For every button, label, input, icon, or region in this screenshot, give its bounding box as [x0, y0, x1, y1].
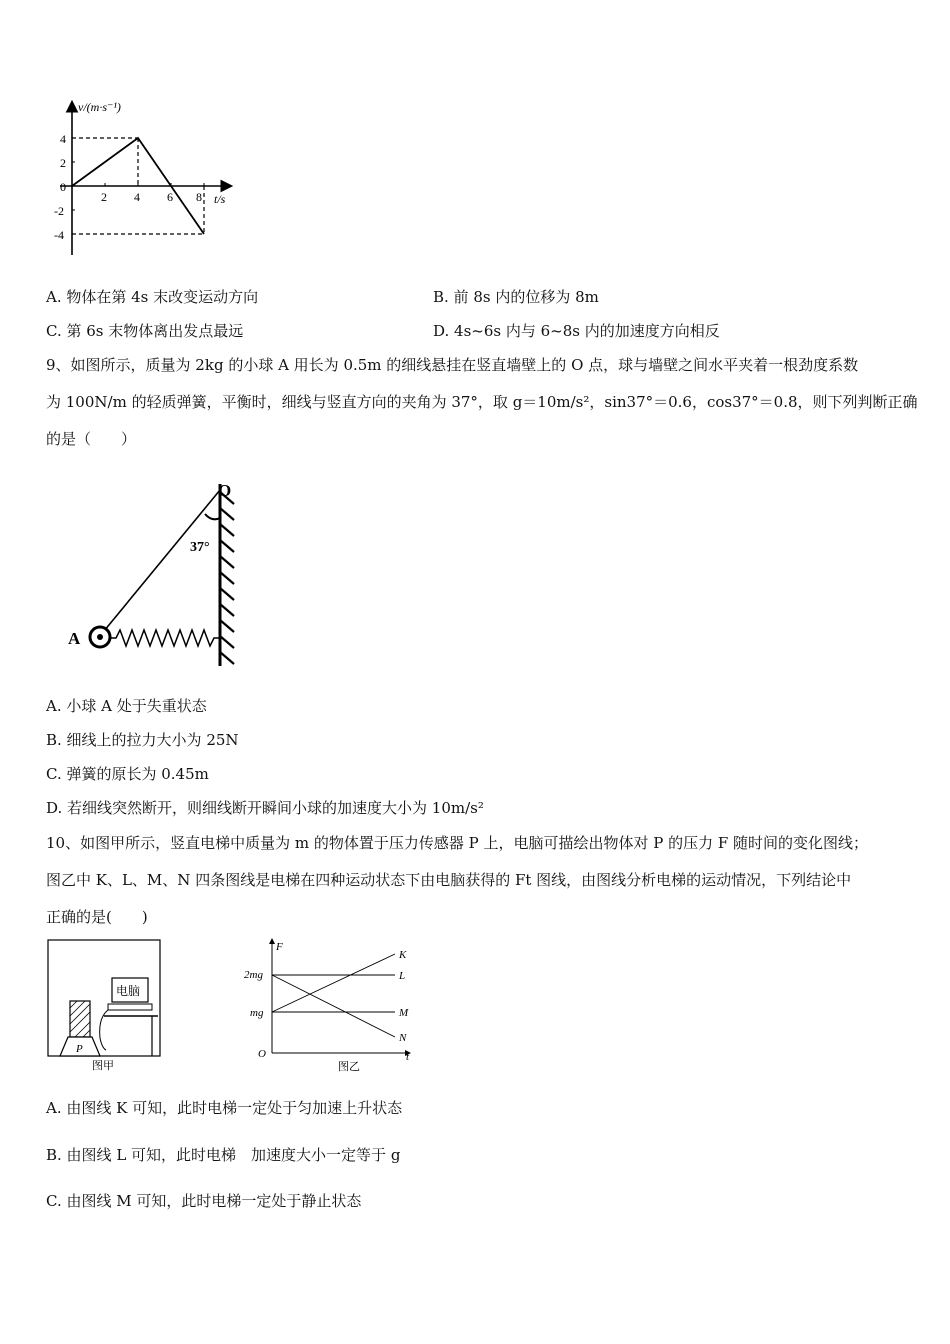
sensor-label: P	[76, 1043, 83, 1055]
fig-yi-caption: 图乙	[338, 1061, 360, 1073]
y-tick-label: 0	[60, 180, 66, 194]
q9-option-b[interactable]: B. 细线上的拉力大小为 25N	[46, 731, 239, 749]
line-n	[272, 975, 395, 1037]
q10-stem-line2: 图乙中 K、L、M、N 四条图线是电梯在四种运动状态下由电脑获得的 Ft 图线，由图线分析电梯的运动情况，下列结论中	[46, 871, 852, 889]
q8-option-b[interactable]: B. 前 8s 内的位移为 8m	[433, 288, 599, 306]
label-m: M	[399, 1007, 409, 1019]
q9-stem-line2: 为 100N/m 的轻质弹簧，平衡时，细线与竖直方向的夹角为 37°，取 g＝10m/s²，sin37°＝0.6，cos37°＝0.8，则下列判断正确	[46, 393, 918, 411]
q10-figure-yi	[240, 935, 430, 1075]
q10-figure-jia	[46, 938, 166, 1072]
label-o: O	[218, 481, 232, 500]
q9-option-d[interactable]: D. 若细线突然断开，则细线断开瞬间小球的加速度大小为 10m/s²	[46, 799, 484, 817]
origin-label: O	[258, 1048, 266, 1060]
y-axis-label: v/(m·s⁻¹)	[78, 100, 121, 114]
q9-stem-line3: 的是（ ）	[46, 430, 137, 448]
x-tick-label: 2	[101, 190, 107, 204]
q8-option-c[interactable]: C. 第 6s 末物体离出发点最远	[46, 322, 244, 340]
spring	[110, 630, 220, 646]
y-tick-label: -4	[54, 228, 64, 242]
q10-option-c[interactable]: C. 由图线 M 可知，此时电梯一定处于静止状态	[46, 1192, 362, 1210]
q8-option-a[interactable]: A. 物体在第 4s 末改变运动方向	[46, 288, 259, 306]
y-tick-label: 2	[60, 156, 66, 170]
x-axis-label: t/s	[214, 192, 226, 206]
q8-option-d[interactable]: D. 4s~6s 内与 6~8s 内的加速度方向相反	[433, 322, 720, 340]
wall-hatching	[220, 492, 234, 664]
elevator-box	[48, 940, 160, 1056]
q8-vt-graph	[50, 95, 250, 265]
q9-stem-line1: 9、如图所示，质量为 2kg 的小球 A 用长为 0.5m 的细线悬挂在竖直墙壁上的 O 点，球与墙壁之间水平夹着一根劲度系数	[46, 356, 859, 374]
label-a: A	[68, 629, 81, 648]
q9-option-c[interactable]: C. 弹簧的原长为 0.45m	[46, 765, 209, 783]
x-tick-label: 8	[196, 190, 202, 204]
string	[104, 490, 220, 631]
q10-stem-line1: 10、如图甲所示，竖直电梯中质量为 m 的物体置于压力传感器 P 上，电脑可描绘出物体对 P 的压力 F 随时间的变化图线；	[46, 834, 869, 852]
q10-option-b[interactable]: B. 由图线 L 可知，此时电梯 加速度大小一定等于 g	[46, 1146, 401, 1164]
computer-label: 电脑	[116, 984, 141, 998]
ball-a-center	[97, 634, 103, 640]
f-axis-label: F	[276, 941, 283, 953]
q9-option-a[interactable]: A. 小球 A 处于失重状态	[46, 697, 207, 715]
label-n: N	[399, 1032, 407, 1044]
x-tick-label: 6	[167, 190, 173, 204]
label-l: L	[399, 970, 406, 982]
y-tick-label: 4	[60, 132, 66, 146]
t-axis-label: t	[406, 1051, 410, 1063]
line-k	[272, 954, 395, 1012]
q9-figure	[60, 478, 250, 670]
fig-jia-caption: 图甲	[92, 1060, 114, 1072]
label-angle: 37°	[190, 540, 210, 555]
tick-mg: mg	[250, 1007, 264, 1019]
computer-base	[108, 1004, 152, 1010]
tick-2mg: 2mg	[244, 969, 263, 981]
x-tick-label: 4	[134, 190, 140, 204]
y-tick-label: -2	[54, 204, 64, 218]
q10-stem-line3: 正确的是( )	[46, 908, 148, 926]
label-k: K	[399, 949, 407, 961]
angle-arc	[205, 514, 220, 519]
q10-option-a[interactable]: A. 由图线 K 可知，此时电梯一定处于匀加速上升状态	[46, 1099, 403, 1117]
